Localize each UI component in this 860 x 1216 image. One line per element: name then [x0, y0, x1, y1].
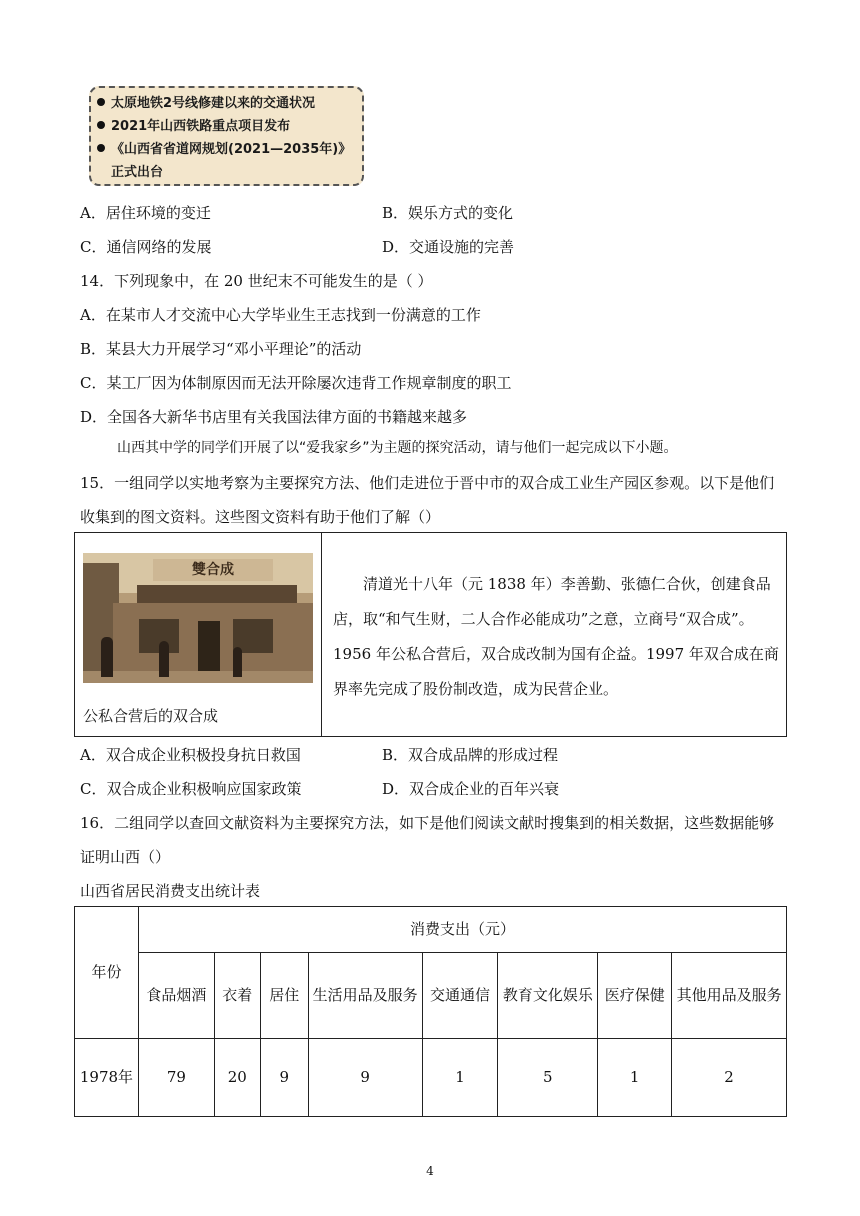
- value-cell: 9: [260, 1039, 308, 1117]
- bullet-icon: [97, 144, 105, 152]
- column-header: 食品烟酒: [138, 953, 214, 1039]
- column-header: 衣着: [214, 953, 260, 1039]
- q13-option-b: B．娱乐方式的变化: [382, 204, 514, 222]
- column-header: 其他用品及服务: [672, 953, 787, 1039]
- q16-stem-line1: 16．二组同学以查回文献资料为主要探究方法，如下是他们阅读文献时搜集到的相关数据，这些数据能够: [80, 814, 775, 832]
- table-row: [75, 1039, 787, 1117]
- column-header: 医疗保健: [598, 953, 672, 1039]
- info-line-3: 《山西省省道网规划(2021—2035年)》: [111, 142, 352, 157]
- q14-option-b: B．某县大力开展学习“邓小平理论”的活动: [80, 340, 362, 358]
- info-line-1: 太原地铁2号线修建以来的交通状况: [111, 96, 316, 111]
- consumption-table: [74, 906, 787, 1117]
- info-box: [89, 86, 364, 186]
- q15-material-table: [74, 532, 787, 737]
- q13-option-d: D．交通设施的完善: [382, 238, 515, 256]
- q15-option-a: A．双合成企业积极投身抗日救国: [80, 746, 301, 764]
- column-header: 生活用品及服务: [308, 953, 422, 1039]
- photo-caption: 公私合营后的双合成: [83, 707, 219, 725]
- page-number: 4: [426, 1164, 434, 1178]
- info-line-4: 正式出台: [111, 165, 164, 180]
- q15-stem-line2: 收集到的图文资料。这些图文资料有助于他们了解（）: [80, 508, 441, 526]
- column-header: 交通通信: [422, 953, 498, 1039]
- value-cell: 1: [598, 1039, 672, 1117]
- info-line-2: 2021年山西铁路重点项目发布: [111, 119, 291, 134]
- value-cell: 2: [672, 1039, 787, 1117]
- group-header: 消费支出（元）: [138, 907, 786, 953]
- shop-photo: [83, 553, 313, 683]
- q13-option-c: C．通信网络的发展: [80, 238, 212, 256]
- q15-option-c: C．双合成企业积极响应国家政策: [80, 780, 302, 798]
- q15-option-b: B．双合成品牌的形成过程: [382, 746, 559, 764]
- bullet-icon: [97, 98, 105, 106]
- value-cell: 5: [498, 1039, 598, 1117]
- q13-option-a: A．居住环境的变迁: [80, 204, 211, 222]
- q14-option-d: D．全国各大新华书店里有关我国法律方面的书籍越来越多: [80, 408, 468, 426]
- photo-sign: 雙合成: [153, 559, 273, 581]
- bullet-icon: [97, 121, 105, 129]
- table-title: 山西省居民消费支出统计表: [80, 882, 261, 900]
- q14-option-a: A．在某市人才交流中心大学毕业生王志找到一份满意的工作: [80, 306, 481, 324]
- value-cell: 20: [214, 1039, 260, 1117]
- value-cell: 9: [308, 1039, 422, 1117]
- q14-option-c: C．某工厂因为体制原因而无法开除屡次违背工作规章制度的职工: [80, 374, 512, 392]
- section-intro: 山西其中学的同学们开展了以“爱我家乡”为主题的探究活动，请与他们一起完成以下小题。: [117, 440, 678, 456]
- q16-stem-line2: 证明山西（）: [80, 848, 171, 866]
- year-cell: 1978年: [75, 1039, 139, 1117]
- q15-stem-line1: 15．一组同学以实地考察为主要探究方法、他们走进位于晋中市的双合成工业生产园区参观。以下是他们: [80, 474, 775, 492]
- value-cell: 79: [138, 1039, 214, 1117]
- q14-stem: 14．下列现象中，在 20 世纪末不可能发生的是（ ）: [80, 272, 433, 290]
- q15-option-d: D．双合成企业的百年兴衰: [382, 780, 560, 798]
- year-header: 年份: [75, 907, 139, 1039]
- column-header: 教育文化娱乐: [498, 953, 598, 1039]
- value-cell: 1: [422, 1039, 498, 1117]
- q15-material-text: 清道光十八年（元 1838 年）李善勤、张德仁合伙，创建食品店，取“和气生财，二人合作必能成功”之意，立商号“双合成”。1956 年公私合营后，双合成改制为国有企益。1997 年双合成在商界率先完成了股份制改造，成为民营企业。: [333, 575, 779, 698]
- column-header: 居住: [260, 953, 308, 1039]
